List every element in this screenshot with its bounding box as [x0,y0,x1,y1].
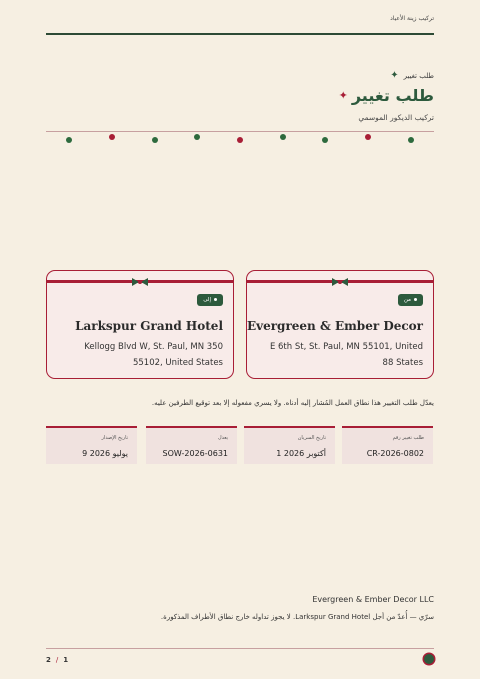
confidentiality-note: سرّي — أُعدّ من أجل Larkspur Grand Hotel. لا يجوز تداوله خارج نطاق الأطراف المذكورة. [160,613,434,621]
meta-label: تاريخ الإصدار [101,435,128,441]
from-party-address: E 6th St, St. Paul, MN 55101, United 88 States [269,342,423,368]
meta-value: 1 أكتوبر 2026 [276,449,326,458]
page-current: 1 [63,656,69,664]
company-name: Evergreen & Ember Decor LLC [312,595,434,604]
garland-bulb-icon [109,134,115,140]
to-tag [197,294,223,306]
meta-value: CR-2026-0802 [366,449,424,458]
notice-text: يعدّل طلب التغيير هذا نطاق العمل المُشار إليه أدناه. ولا يسري مفعوله إلا بعد توقيع الطرفين عليه. [151,399,434,407]
to-party-address: Kellogg Blvd W, St. Paul, MN 350 55102, United States [84,342,223,368]
to-tag-label: إلى [203,297,211,303]
page-separator: / [55,656,59,664]
running-header: تركيب زينة الأعياد [390,15,434,22]
bow-icon [332,278,348,286]
garland-line [46,131,434,132]
document-label-text: طلب تغيير [403,71,434,80]
meta-effective-date [244,426,335,464]
to-party-card [46,270,234,379]
page-number [46,656,68,664]
document-title-text: طلب تغيير [351,86,434,105]
garland-bulb-icon [194,134,200,140]
from-party-card [246,270,434,379]
meta-value: 9 يوليو 2026 [82,449,128,458]
meta-label: طلب تغيير رقم [392,435,424,441]
garland-bulb-icon [237,137,243,143]
garland-bulb-icon [322,137,328,143]
bow-icon [132,278,148,286]
meta-value: SOW-2026-0631 [162,449,228,458]
garland-bulb-icon [365,134,371,140]
meta-change-request-number [342,426,433,464]
meta-amends [146,426,237,464]
meta-label: تاريخ السريان [297,435,326,441]
garland-bulb-icon [408,137,414,143]
document-title [339,86,434,105]
document-label [390,70,434,81]
meta-label: يعدل [217,435,228,441]
ornament-seal-icon [424,654,434,664]
sparkle-icon: ✦ [338,89,348,102]
from-tag-label: من [403,297,411,303]
garland-bulb-icon [66,137,72,143]
dot-icon [414,298,417,301]
from-tag [398,294,423,306]
to-party-name: Larkspur Grand Hotel [75,319,223,333]
meta-issue-date [46,426,137,464]
dot-icon [214,298,217,301]
page-total: 2 [46,656,51,664]
from-party-name: Evergreen & Ember Decor [246,319,423,333]
garland-bulb-icon [280,134,286,140]
document-subtitle: تركيب الديكور الموسمي [358,113,434,122]
footer-rule [46,648,434,649]
sparkle-icon: ✦ [390,70,399,81]
garland-bulb-icon [152,137,158,143]
header-rule [46,33,434,35]
